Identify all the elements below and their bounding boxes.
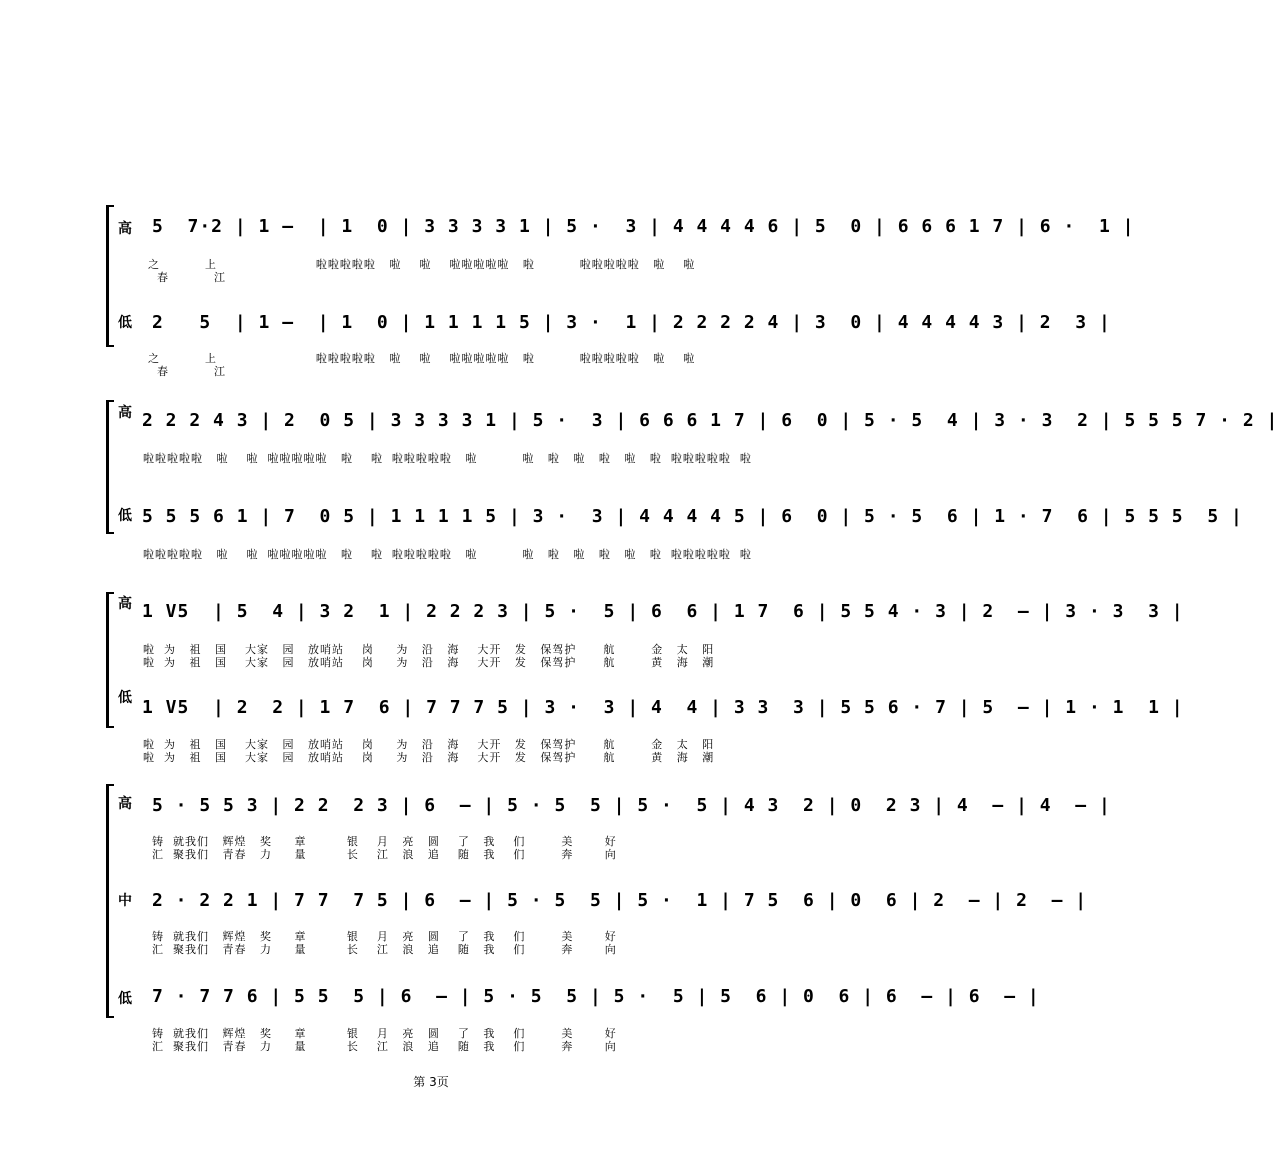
notation-line: 2 5 | 1 — | 1 0 | 1 1 1 1 5 | 3 · 1 | 2 2 2 2 4 | 3 0 | 4 4 4 4 3 | 2 3 | <box>152 312 1111 333</box>
lyric-line: 之 上 啦啦啦啦啦 啦 啦 啦啦啦啦啦 啦 啦啦啦啦啦 啦 啦 <box>148 258 696 271</box>
notation-line: 5 · 5 5 3 | 2 2 2 3 | 6 — | 5 · 5 5 | 5 · 5 | 4 3 2 | 0 2 3 | 4 — | 4 — | <box>152 795 1111 816</box>
part-label: 低 <box>118 315 132 331</box>
lyric-line: 啦啦啦啦啦 啦 啦 啦啦啦啦啦 啦 啦 啦啦啦啦啦 啦 啦 啦 啦 啦 啦 啦 啦啦啦啦啦 啦 <box>143 548 752 561</box>
system-brace <box>106 784 114 1018</box>
lyric-line: 啦 为 祖 国 大家 园 放哨站 岗 为 沿 海 大开 发 保驾护 航 黄 海 潮 <box>143 656 715 669</box>
page-number: 第 3页 <box>413 1075 449 1089</box>
lyric-line: 铸 就我们 辉煌 奖 章 银 月 亮 圆 了 我 们 美 好 <box>152 930 617 943</box>
lyric-line: 春 江 <box>148 271 226 284</box>
lyric-line: 啦啦啦啦啦 啦 啦 啦啦啦啦啦 啦 啦 啦啦啦啦啦 啦 啦 啦 啦 啦 啦 啦 啦啦啦啦啦 啦 <box>143 452 752 465</box>
part-label: 低 <box>118 991 132 1007</box>
lyric-line: 汇 聚我们 青春 力 量 长 江 浪 追 随 我 们 奔 向 <box>152 943 617 956</box>
part-label: 低 <box>118 508 132 524</box>
notation-line: 7 · 7 7 6 | 5 5 5 | 6 — | 5 · 5 5 | 5 · 5 | 5 6 | 0 6 | 6 — | 6 — | <box>152 986 1040 1007</box>
notation-line: 1 V5 | 2 2 | 1 7 6 | 7 7 7 5 | 3 · 3 | 4 4 | 3 3 3 | 5 5 6 · 7 | 5 — | 1 · 1 1 | <box>142 697 1184 718</box>
notation-line: 2 · 2 2 1 | 7 7 7 5 | 6 — | 5 · 5 5 | 5 · 1 | 7 5 6 | 0 6 | 2 — | 2 — | <box>152 890 1088 911</box>
part-label: 高 <box>118 405 132 421</box>
lyric-line: 春 江 <box>148 365 226 378</box>
notation-line: 5 5 5 6 1 | 7 0 5 | 1 1 1 1 5 | 3 · 3 | 4 4 4 4 5 | 6 0 | 5 · 5 6 | 1 · 7 6 | 5 5 5 5 | <box>142 506 1243 527</box>
lyric-line: 之 上 啦啦啦啦啦 啦 啦 啦啦啦啦啦 啦 啦啦啦啦啦 啦 啦 <box>148 352 696 365</box>
system-brace <box>106 400 114 534</box>
notation-line: 1 V5 | 5 4 | 3 2 1 | 2 2 2 3 | 5 · 5 | 6 6 | 1 7 6 | 5 5 4 · 3 | 2 — | 3 · 3 3 | <box>142 601 1184 622</box>
lyric-line: 铸 就我们 辉煌 奖 章 银 月 亮 圆 了 我 们 美 好 <box>152 1027 617 1040</box>
part-label: 低 <box>118 690 132 706</box>
lyric-line: 铸 就我们 辉煌 奖 章 银 月 亮 圆 了 我 们 美 好 <box>152 835 617 848</box>
part-label: 高 <box>118 596 132 612</box>
system-brace <box>106 205 114 347</box>
lyric-line: 啦 为 祖 国 大家 园 放哨站 岗 为 沿 海 大开 发 保驾护 航 金 太 阳 <box>143 738 715 751</box>
lyric-line: 啦 为 祖 国 大家 园 放哨站 岗 为 沿 海 大开 发 保驾护 航 金 太 阳 <box>143 643 715 656</box>
lyric-line: 啦 为 祖 国 大家 园 放哨站 岗 为 沿 海 大开 发 保驾护 航 黄 海 潮 <box>143 751 715 764</box>
notation-line: 5 7·2 | 1 — | 1 0 | 3 3 3 3 1 | 5 · 3 | 4 4 4 4 6 | 5 0 | 6 6 6 1 7 | 6 · 1 | <box>152 216 1135 237</box>
part-label: 高 <box>118 796 132 812</box>
lyric-line: 汇 聚我们 青春 力 量 长 江 浪 追 随 我 们 奔 向 <box>152 1040 617 1053</box>
notation-line: 2 2 2 4 3 | 2 0 5 | 3 3 3 3 1 | 5 · 3 | 6 6 6 1 7 | 6 0 | 5 · 5 4 | 3 · 3 2 | 5 5 5 7 · 2 | <box>142 410 1278 431</box>
system-brace <box>106 592 114 728</box>
part-label: 中 <box>118 893 132 909</box>
lyric-line: 汇 聚我们 青春 力 量 长 江 浪 追 随 我 们 奔 向 <box>152 848 617 861</box>
part-label: 高 <box>118 221 132 237</box>
